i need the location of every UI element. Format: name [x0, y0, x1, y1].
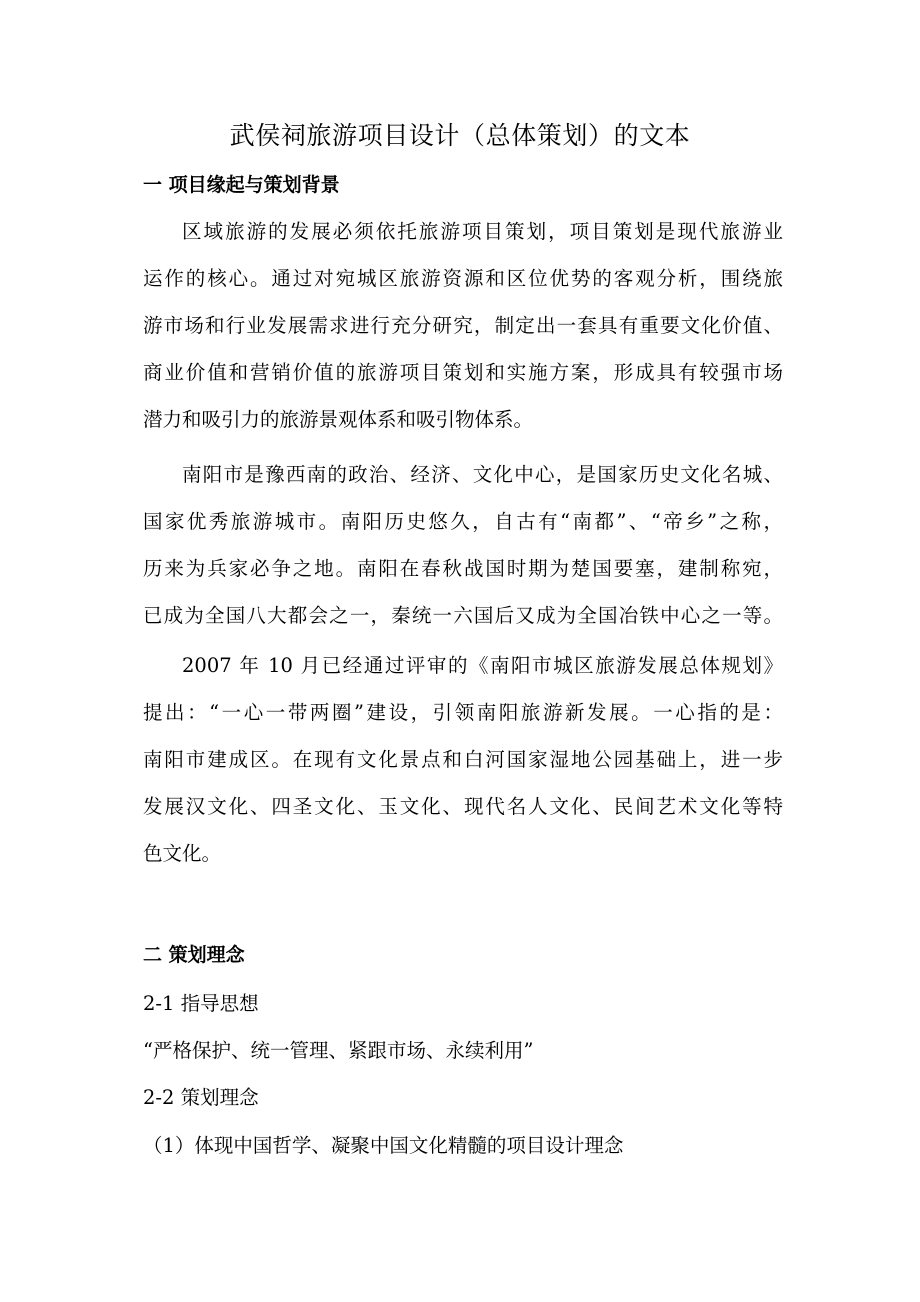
- paragraph-3-line-3: 南阳市建成区。在现有文化景点和白河国家湿地公园基础上，进一步: [143, 748, 783, 771]
- paragraph-1-line-2: 运作的核心。通过对宛城区旅游资源和区位优势的客观分析，围绕旅: [143, 267, 783, 290]
- paragraph-1-line-4: 商业价值和营销价值的旅游项目策划和实施方案，形成具有较强市场: [143, 361, 783, 384]
- paragraph-2-line-2: 国家优秀旅游城市。南阳历史悠久，自古有“南都”、“帝乡”之称，: [143, 510, 783, 533]
- subsection-2-2-item-1: （1）体现中国哲学、凝聚中国文化精髓的项目设计理念: [143, 1134, 624, 1157]
- section-2-heading: 二 策划理念: [143, 944, 245, 966]
- paragraph-1-line-5: 潜力和吸引力的旅游景观体系和吸引物体系。: [143, 408, 534, 431]
- subsection-2-2-heading: 2-2 策划理念: [143, 1086, 259, 1109]
- paragraph-3-line-4: 发展汉文化、四圣文化、玉文化、现代名人文化、民间艺术文化等特: [143, 795, 783, 818]
- paragraph-2-line-1: 南阳市是豫西南的政治、经济、文化中心，是国家历史文化名城、: [182, 463, 783, 486]
- paragraph-3-line-1: 2007 年 10 月已经通过评审的《南阳市城区旅游发展总体规划》: [182, 654, 783, 677]
- paragraph-3-line-5: 色文化。: [143, 842, 222, 865]
- section-1-heading: 一 项目缘起与策划背景: [143, 174, 340, 196]
- subsection-2-1-heading: 2-1 指导思想: [143, 992, 259, 1015]
- subsection-2-1-text: “严格保护、统一管理、紧跟市场、永续利用”: [143, 1039, 534, 1062]
- paragraph-2-line-4: 已成为全国八大都会之一，秦统一六国后又成为全国冶铁中心之一等。: [143, 604, 783, 627]
- document-title: 武侯祠旅游项目设计（总体策划）的文本: [229, 121, 691, 150]
- paragraph-3-line-2: 提出：“一心一带两圈”建设，引领南阳旅游新发展。一心指的是：: [143, 701, 783, 724]
- paragraph-1-line-3: 游市场和行业发展需求进行充分研究，制定出一套具有重要文化价值、: [143, 314, 783, 337]
- paragraph-1-line-1: 区域旅游的发展必须依托旅游项目策划，项目策划是现代旅游业: [182, 220, 783, 243]
- paragraph-2-line-3: 历来为兵家必争之地。南阳在春秋战国时期为楚国要塞，建制称宛，: [143, 557, 783, 580]
